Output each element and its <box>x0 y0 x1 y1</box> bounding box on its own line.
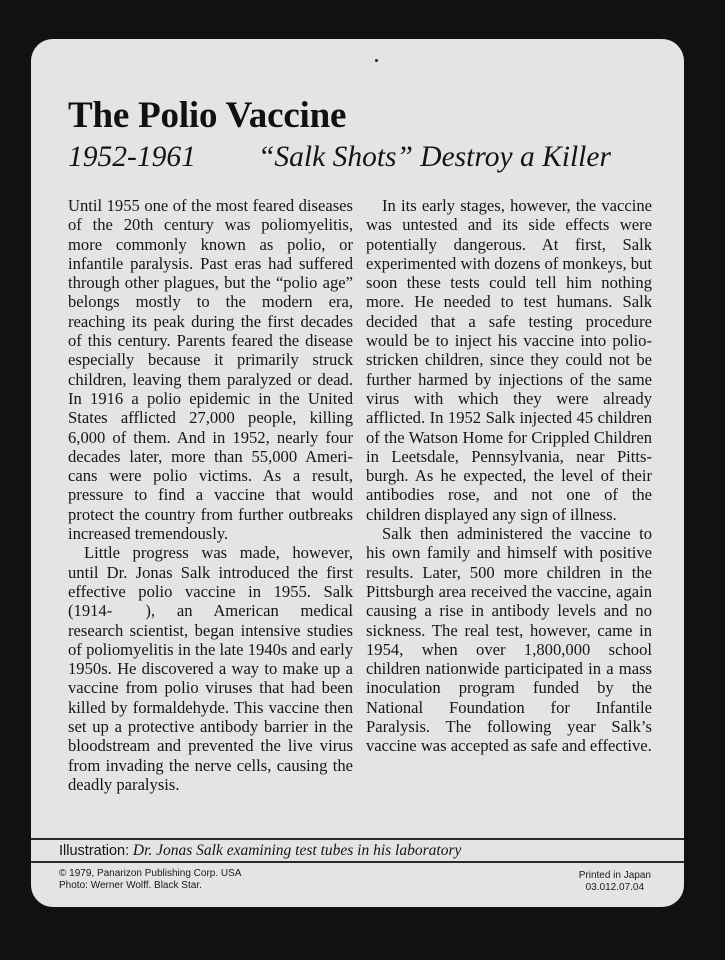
catalog-code: 03.012.07.04 <box>585 881 645 893</box>
caption-label: Illustration: <box>59 843 130 859</box>
paragraph: Little progress was made, however, until Dr. Jonas Salk introduced the first effective polio vaccine in 1955. Salk (1914- ), an American medical research scientist, began intensive studies of poliomyelitis in the late 1940s and early 1950s. He discovered a way to make up a vaccine from polio viruses that had been killed by formaldehyde. This vaccine then set up a protective antibody barrier in the bloodstream and prevented the live virus from invading the nerve cells, causing the deadly paralysis. <box>68 543 353 794</box>
card-title: The Polio Vaccine <box>68 95 347 136</box>
paragraph: Until 1955 one of the most feared diseases of the 20th century was poliomyelitis, more commonly known as polio, or infantile paralysis. Past eras had suffered through other plagues, but the “polio age” belongs mostly to the modern era, reaching its peak during the first decades of this century. Parents feared the disease especially because it primarily struck children, leaving them paralyzed or dead. In 1916 a polio epidemic in the United States afflicted 27,000 people, killing 6,000 of them. And in 1952, nearly four decades later, more than 55,000 Americans were polio victims. As a result, pressure to find a vaccine that would protect the country from further outbreaks increased tremendously. <box>68 196 353 544</box>
tagline: “Salk Shots” Destroy a Killer <box>258 141 611 173</box>
divider-line <box>31 838 684 840</box>
print-speck <box>375 59 378 62</box>
copyright-text: © 1979, Panarizon Publishing Corp. USA <box>59 868 242 879</box>
printed-in: Printed in Japan <box>578 870 651 881</box>
photo-credit: Photo: Werner Wolff. Black Star. <box>59 879 202 891</box>
paragraph: In its early stages, however, the vaccine was untested and its side effects were potentially dangerous. At first, Salk experimented with dozens of monkeys, but soon these tests could tell him nothing more. He needed to test humans. Salk decided that a safe testing procedure would be to inject his vaccine into polio-stricken children, since they could not be further harmed by injections of the same virus with which they were already afflicted. In 1952 Salk injected 45 children of the Watson Home for Crippled Children in Leetsdale, Pennsylvania, near Pittsburgh. As he expected, the level of their antibodies rose, and not one of the children displayed any sign of illness. <box>366 196 652 524</box>
divider-line <box>31 861 684 863</box>
caption-text: Dr. Jonas Salk examining test tubes in his laboratory <box>132 842 462 859</box>
info-card <box>31 39 684 907</box>
date-range: 1952-1961 <box>68 141 196 173</box>
paragraph: Salk then administered the vaccine to his own family and himself with positive results. Later, 500 more children in the Pittsburgh area received the vaccine, again causing a rise in antibody levels and no sickness. The real test, however, came in 1954, when over 1,800,000 school children nationwide participated in a mass inoculation program funded by the National Foundation for Infantile Paralysis. The following year Salk’s vaccine was accepted as safe and effective. <box>366 524 652 756</box>
print-info <box>579 870 651 893</box>
left-column <box>68 196 353 794</box>
right-column <box>366 196 652 756</box>
illustration-caption <box>59 842 461 860</box>
credits <box>59 868 241 891</box>
